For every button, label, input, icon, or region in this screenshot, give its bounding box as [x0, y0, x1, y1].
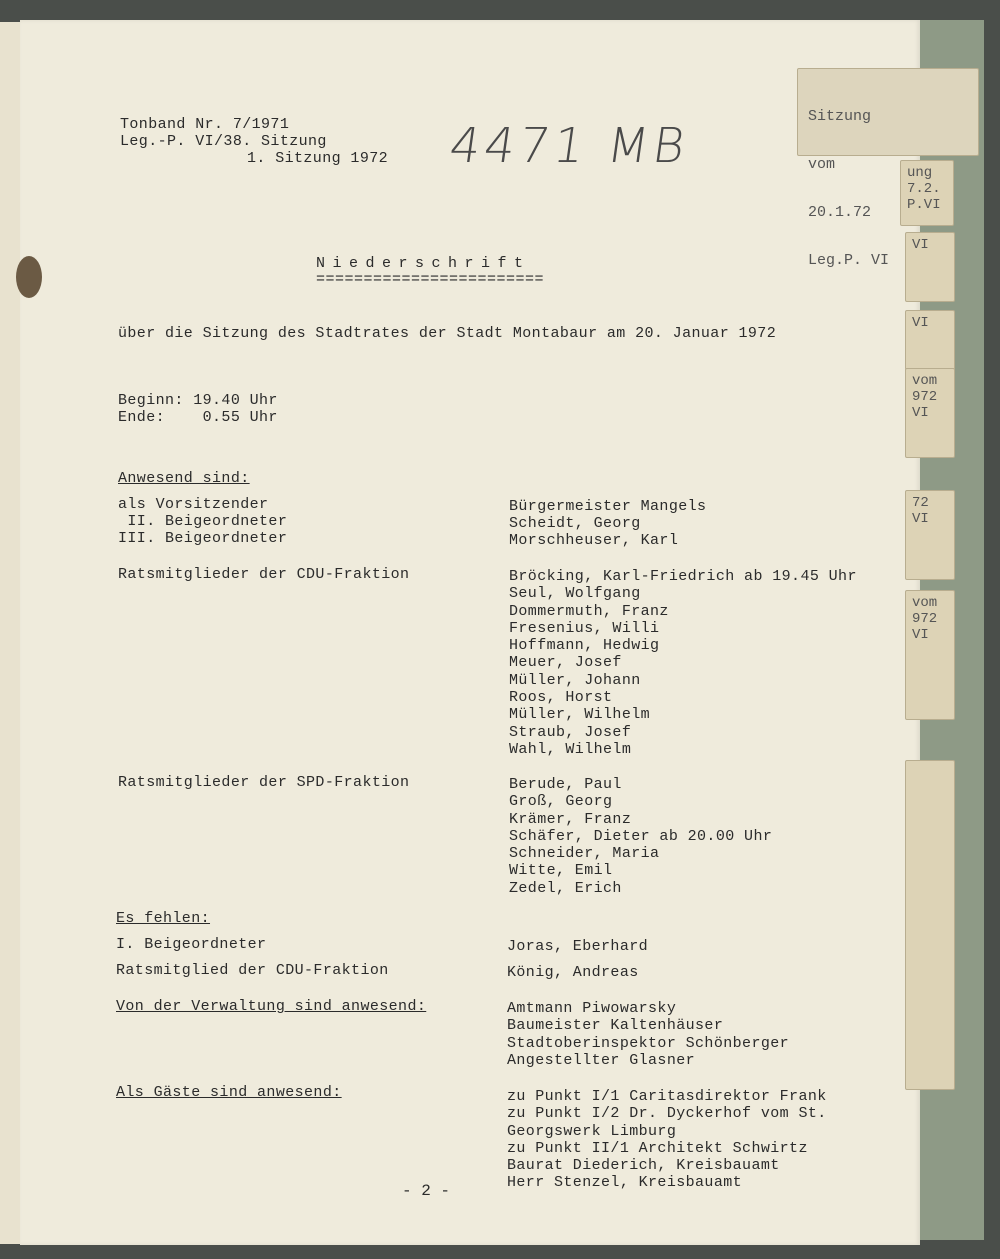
guest-list — [507, 1088, 827, 1192]
list-item: Müller, Wilhelm — [509, 706, 651, 724]
side-tab: vom 972 VI — [905, 590, 955, 720]
list-item: Herr Stenzel, Kreisbauamt — [507, 1174, 743, 1192]
list-item: Fresenius, Willi — [509, 619, 660, 637]
list-item: Berude, Paul — [509, 776, 622, 793]
list-item: Meuer, Josef — [509, 654, 622, 672]
tab-line: vom — [808, 156, 836, 173]
punch-hole — [16, 256, 42, 298]
tab-line: Leg.P. VI — [808, 252, 890, 269]
list-item: Witte, Emil — [509, 862, 613, 880]
role-name: Bürgermeister Mangels — [509, 498, 707, 515]
list-item: Schneider, Maria — [509, 845, 660, 863]
list-item: Dommermuth, Franz — [509, 602, 669, 620]
list-item: Seul, Wolfgang — [509, 585, 641, 603]
document-title: Niederschrift — [316, 255, 531, 272]
session-number: 1. Sitzung 1972 — [247, 150, 389, 167]
absent-heading: Es fehlen: — [116, 910, 211, 927]
absent-role: Ratsmitglied der CDU-Fraktion — [116, 962, 389, 979]
spd-member-list — [509, 776, 772, 897]
tab-line: 20.1.72 — [808, 204, 872, 221]
spd-label: Ratsmitglieder der SPD-Fraktion — [118, 774, 410, 791]
side-tab: vom 972 VI — [905, 368, 955, 458]
admin-heading: Von der Verwaltung sind anwesend: — [116, 998, 427, 1015]
absent-role: I. Beigeordneter — [116, 936, 267, 953]
begin-time: Beginn: 19.40 Uhr — [118, 392, 278, 409]
list-item: Schäfer, Dieter ab 20.00 Uhr — [509, 827, 773, 845]
handwritten-note: 4471 MB — [446, 118, 693, 174]
legislative-period: Leg.-P. VI/38. Sitzung — [120, 133, 327, 150]
list-item: Stadtoberinspektor Schönberger — [507, 1034, 790, 1052]
role-label: als Vorsitzender — [118, 496, 269, 513]
list-item: Krämer, Franz — [509, 810, 632, 828]
list-item: Hoffmann, Hedwig — [509, 637, 660, 655]
role-name: Morschheuser, Karl — [509, 532, 679, 549]
side-tab: VI — [905, 310, 955, 370]
side-tab: VI — [905, 232, 955, 302]
role-label: II. Beigeordneter — [118, 513, 288, 530]
end-time: Ende: 0.55 Uhr — [118, 409, 278, 426]
side-tab — [905, 760, 955, 1090]
list-item: Bröcking, Karl-Friedrich ab 19.45 Uhr — [509, 568, 857, 585]
list-item: zu Punkt II/1 Architekt Schwirtz — [507, 1139, 808, 1157]
list-item: Roos, Horst — [509, 689, 613, 707]
role-name: Scheidt, Georg — [509, 515, 641, 532]
tape-number: Tonband Nr. 7/1971 — [120, 116, 290, 133]
list-item: Baurat Diederich, Kreisbauamt — [507, 1157, 780, 1175]
cdu-member-list — [509, 568, 857, 758]
list-item: zu Punkt I/1 Caritasdirektor Frank — [507, 1088, 827, 1105]
list-item: Georgswerk Limburg — [507, 1122, 677, 1140]
tab-line: Sitzung — [808, 108, 872, 125]
title-underline: ======================== — [316, 271, 545, 288]
list-item: Zedel, Erich — [509, 879, 622, 897]
list-item: Angestellter Glasner — [507, 1051, 696, 1069]
absent-name: Joras, Eberhard — [507, 938, 649, 955]
subtitle: über die Sitzung des Stadtrates der Stadt Montabaur am 20. Januar 1972 — [118, 325, 777, 342]
list-item: Wahl, Wilhelm — [509, 740, 632, 758]
absent-name: König, Andreas — [507, 964, 639, 981]
side-tab: 72 VI — [905, 490, 955, 580]
list-item: Amtmann Piwowarsky — [507, 1000, 677, 1017]
side-tab: ung 7.2. P.VI — [900, 160, 954, 226]
role-label: III. Beigeordneter — [118, 530, 288, 547]
guests-heading: Als Gäste sind anwesend: — [116, 1084, 342, 1101]
page-number: - 2 - — [402, 1182, 451, 1200]
cdu-label: Ratsmitglieder der CDU-Fraktion — [118, 566, 410, 583]
list-item: Groß, Georg — [509, 793, 613, 811]
present-heading: Anwesend sind: — [118, 470, 250, 487]
list-item: Baumeister Kaltenhäuser — [507, 1017, 724, 1035]
list-item: zu Punkt I/2 Dr. Dyckerhof vom St. — [507, 1105, 827, 1123]
list-item: Müller, Johann — [509, 671, 641, 689]
admin-list — [507, 1000, 789, 1069]
list-item: Straub, Josef — [509, 723, 632, 741]
